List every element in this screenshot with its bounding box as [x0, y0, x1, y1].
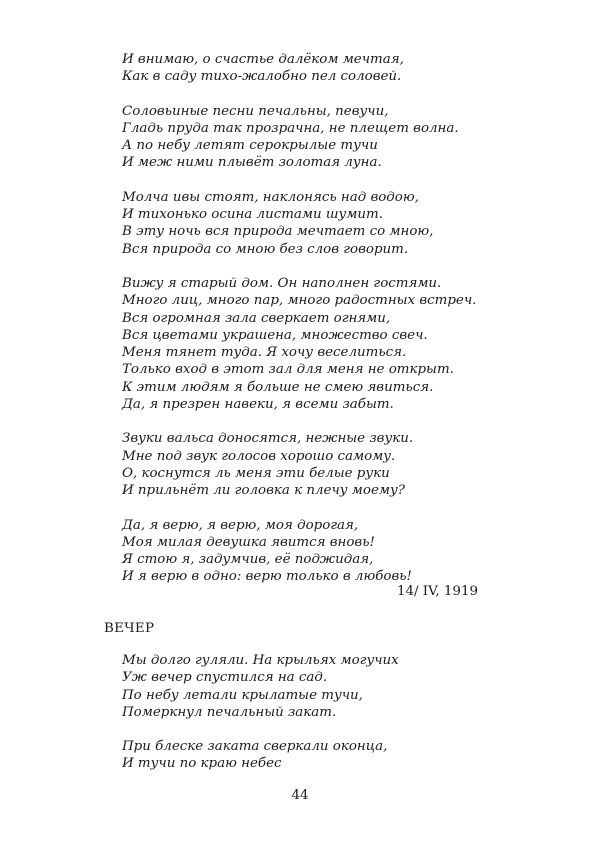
stanza [122, 189, 522, 258]
poem-line: И тихонько осина листами шумит. [122, 207, 383, 223]
poem-line: Мы долго гуляли. На крыльях могучих [122, 653, 399, 668]
stanza [122, 430, 522, 499]
poem-line: Я стою я, задумчив, её поджидая, [122, 552, 374, 568]
poem-line: А по небу летят серокрылые тучи [122, 138, 378, 154]
poem-line: Мне под звук голосов хорошо самому. [122, 448, 396, 464]
poem-line: Уж вечер спустился на сад. [122, 670, 328, 686]
poem-line: Да, я верю, я верю, моя дорогая, [122, 517, 359, 533]
poem-line: Моя милая девушка явится вновь! [122, 534, 375, 550]
poem-line: При блеске заката сверкали оконца, [122, 739, 388, 755]
page-number: 44 [291, 788, 309, 803]
poem-line: Вся природа со мною без слов говорит. [122, 241, 409, 257]
poem-line: И тучи по краю небес [122, 756, 282, 772]
stanza [122, 275, 522, 413]
poem-line: Молча ивы стоят, наклонясь над водою, [122, 189, 419, 205]
poem-line: И я верю в одно: верю только в любовь! [122, 569, 412, 585]
poem-line: Гладь пруда так прозрачна, не плещет волна. [122, 120, 459, 136]
stanza [122, 103, 522, 172]
stanza [122, 517, 522, 586]
poem-line: Меня тянет туда. Я хочу веселиться. [122, 345, 407, 361]
poem-line: Много лиц, много пар, много радостных встреч. [122, 293, 477, 309]
stanza [122, 738, 522, 773]
poem-line: Только вход в этот зал для меня не открыт. [122, 362, 454, 378]
poem-line: Да, я презрен навеки, я всеми забыт. [122, 397, 394, 413]
poem-date: 14/ IV, 1919 [396, 584, 478, 599]
poem-line: По небу летали крылатые тучи, [122, 687, 363, 703]
stanza [122, 51, 522, 86]
poem-line: Вся огромная зала сверкает огнями, [122, 310, 391, 326]
poem-body [122, 51, 522, 603]
stanza [122, 652, 522, 721]
poem-line: В эту ночь вся природа мечтает со мною, [122, 224, 434, 240]
poem-line: Вся цветами украшена, множество свеч. [122, 327, 428, 343]
poem-line: О, коснутся ль меня эти белые руки [122, 465, 390, 481]
poem-line: К этим людям я больше не смею явиться. [122, 379, 434, 395]
poem-body-evening [122, 652, 522, 790]
poem-line: И внимаю, о счастье далёком мечтая, [122, 52, 404, 67]
poem-title: ВЕЧЕР [104, 621, 155, 636]
poem-line: Померкнул печальный закат. [122, 704, 337, 720]
poem-line: Соловьиные песни печальны, певучи, [122, 103, 389, 119]
poem-line: Как в саду тихо-жалобно пел соловей. [122, 69, 402, 85]
poem-line: И меж ними плывёт золотая луна. [122, 155, 382, 171]
poem-line: Звуки вальса доносятся, нежные звуки. [122, 431, 414, 447]
poem-line: Вижу я старый дом. Он наполнен гостями. [122, 275, 442, 291]
poem-line: И прильнёт ли головка к плечу моему? [122, 483, 405, 499]
